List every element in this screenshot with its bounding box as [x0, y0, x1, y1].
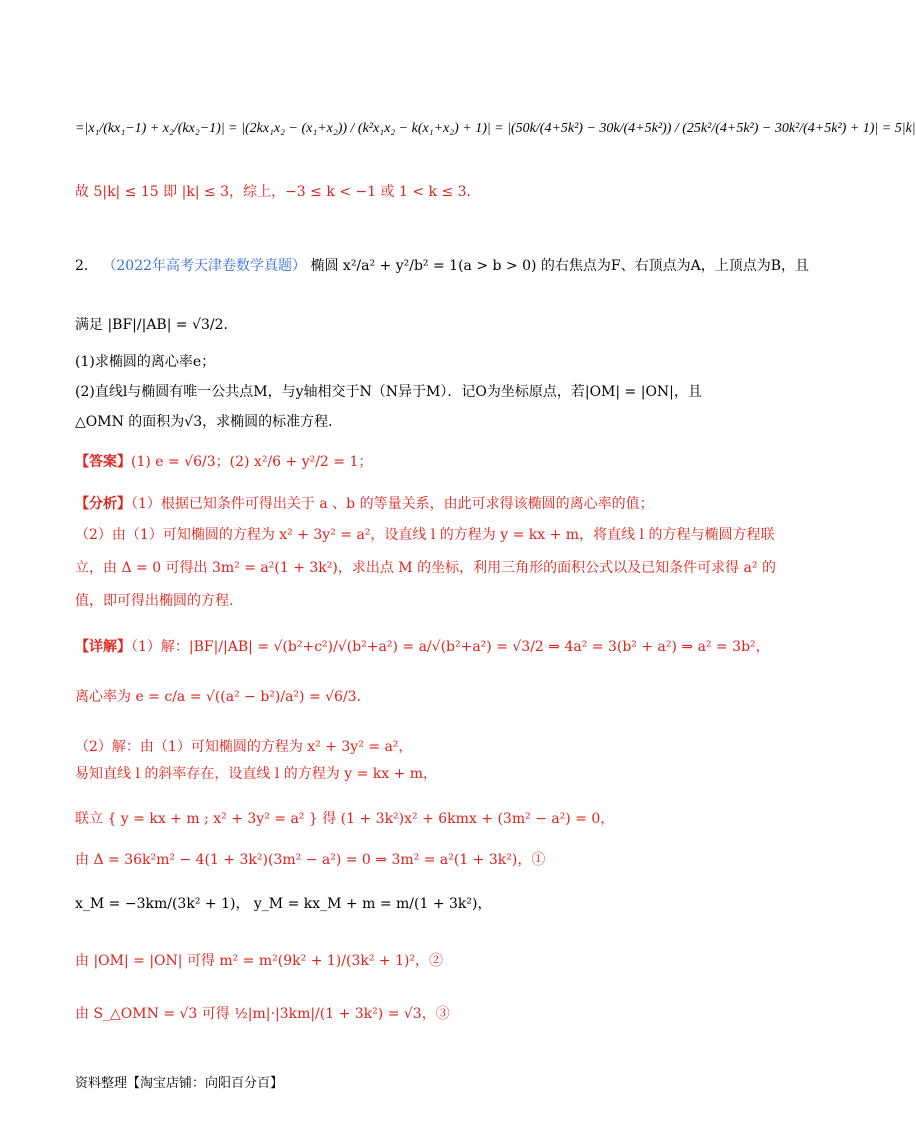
analysis-line	[75, 493, 760, 515]
part-2-cont: △OMN 的面积为√3，求椭圆的标准方程．	[75, 414, 343, 430]
analysis-tag: 【分析】	[75, 496, 131, 512]
analysis-line-3: 立，由 Δ = 0 可得出 3m² = a²(1 + 3k²)，求出点 M 的坐标，利用三角形的面积公式以及已知条件可求得 a² 的	[75, 560, 776, 576]
answer-text: (1) e = √6/3；(2) x²/6 + y²/2 = 1；	[131, 454, 373, 470]
part-2: (2)直线l与椭圆有唯一公共点M，与y轴相交于N（N异于M）．记O为坐标原点，若|OM| = |ON|，且	[75, 384, 702, 400]
question-header	[75, 255, 810, 277]
conclusion-line: 故 5|k| ≤ 15 即 |k| ≤ 3，综上，−3 ≤ k < −1 或 1 < k ≤ 3．	[75, 184, 481, 200]
discriminant-line: 由 Δ = 36k²m² − 4(1 + 3k²)(3m² − a²) = 0 ⇒ 3m² = a²(1 + 3k²)，①	[75, 852, 546, 868]
equation-line: =|x₁/(kx₁−1) + x₂/(kx₂−1)| = |(2kx₁x₂ − (x₁+x₂)) / (k²x₁x₂ − k(x₁+x₂) + 1)| = |(50k/(4+5k²) − 30k/(4+5k²)) / (25k²/(4+5k²) − 30k²/(4+5k²) + 1)| = 5|k|	[75, 121, 916, 136]
coordinates-line: x_M = −3km/(3k² + 1)， y_M = kx_M + m = m/(1 + 3k²)，	[75, 896, 492, 912]
detail-line	[75, 636, 770, 658]
question-number: 2．	[75, 258, 98, 274]
question-condition: 满足 |BF|/|AB| = √3/2．	[75, 317, 238, 333]
question-source: （2022年高考天津卷数学真题）	[102, 258, 307, 274]
detail-tag: 【详解】	[75, 639, 131, 655]
analysis-text: （1）根据已知条件可得出关于 a 、b 的等量关系，由此可求得该椭圆的离心率的值；	[131, 496, 654, 512]
page-footer: 资料整理【淘宝店铺：向阳百分百】	[75, 1076, 284, 1091]
system-line: 联立 { y = kx + m ; x² + 3y² = a² } 得 (1 + 3k²)x² + 6kmx + (3m² − a²) = 0，	[75, 811, 615, 827]
part2-solution-line: （2）解：由（1）可知椭圆的方程为 x² + 3y² = a²，	[75, 739, 413, 755]
analysis-line-4: 值，即可得出椭圆的方程.	[75, 593, 234, 609]
question-text: 椭圆 x²/a² + y²/b² = 1(a > b > 0) 的右焦点为F、右顶点为A，上顶点为B，且	[310, 258, 810, 274]
eccentricity-line: 离心率为 e = c/a = √((a² − b²)/a²) = √6/3．	[75, 689, 371, 705]
detail-text: （1）解：|BF|/|AB| = √(b²+c²)/√(b²+a²) = a/√(b²+a²) = √3/2 ⇒ 4a² = 3(b² + a²) ⇒ a² = 3b²，	[131, 639, 770, 655]
part-1: (1)求椭圆的离心率e；	[75, 354, 216, 370]
area-line: 由 S_△OMN = √3 可得 ½|m|·|3km|/(1 + 3k²) = √3，③	[75, 1006, 450, 1022]
equal-distance-line: 由 |OM| = |ON| 可得 m² = m²(9k² + 1)/(3k² + 1)²，②	[75, 953, 444, 969]
slope-line: 易知直线 l 的斜率存在，设直线 l 的方程为 y = kx + m，	[75, 766, 438, 782]
analysis-line-2: （2）由（1）可知椭圆的方程为 x² + 3y² = a²，设直线 l 的方程为 y = kx + m，将直线 l 的方程与椭圆方程联	[75, 527, 775, 543]
answer-line	[75, 451, 760, 473]
answer-tag: 【答案】	[75, 454, 131, 470]
